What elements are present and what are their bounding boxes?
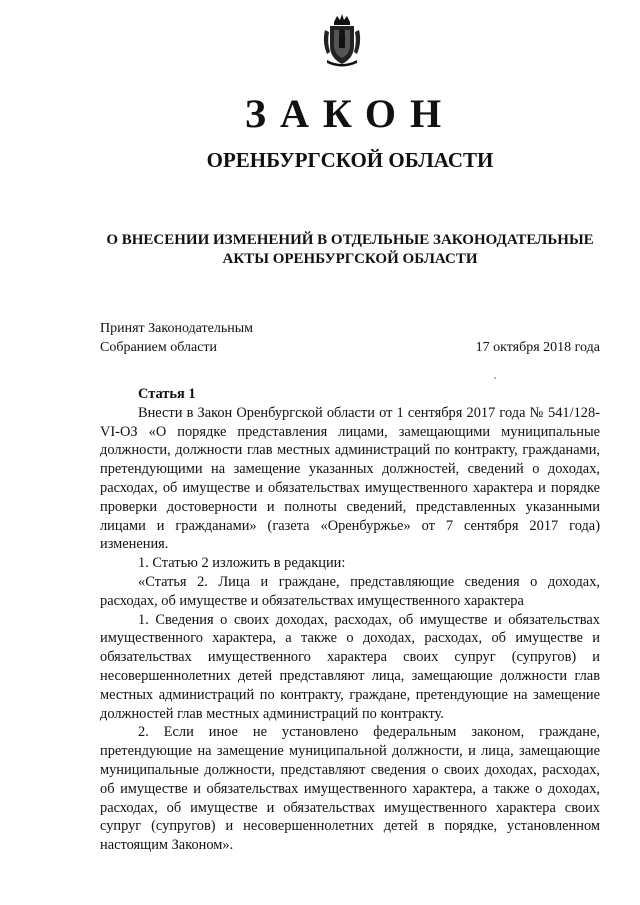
article-intro: Внести в Закон Оренбургской области от 1 сентября 2017 года № 541/128-VI-ОЗ «О порядке представления лицами, замещающими муниципальные должности, должности глав местных администраций по контракту, гражданами, претендующими на замещение указанных должностей, сведений о доходах, расходах, об имуществе и обязательствах имущественного характера и порядке проверки достоверности и полноты сведений, представленных указанными лицами и гражданами» (газета «Оренбуржье» от 7 сентября 2017 года) изменения.	[100, 404, 600, 553]
article-body	[100, 385, 600, 855]
article-item-1: 1. Статью 2 изложить в редакции:	[138, 555, 346, 572]
scan-speck	[494, 377, 496, 379]
law-subject-line2: АКТЫ ОРЕНБУРГСКОЙ ОБЛАСТИ	[222, 251, 478, 267]
quoted-article-heading: «Статья 2. Лица и граждане, представляющие сведения о доходах, расходах, об имуществе и обязательствах имущественного характера	[100, 573, 600, 609]
coat-of-arms-icon	[321, 12, 363, 68]
law-subject-line1: О ВНЕСЕНИИ ИЗМЕНЕНИЙ В ОТДЕЛЬНЫЕ ЗАКОНОДАТЕЛЬНЫЕ	[106, 232, 594, 248]
law-subject	[100, 231, 600, 269]
adoption-line1: Принят Законодательным	[100, 321, 253, 336]
document-region: ОРЕНБУРГСКОЙ ОБЛАСТИ	[206, 148, 494, 172]
adoption-date: 17 октября 2018 года	[475, 340, 600, 355]
document-title: ЗАКОН	[244, 91, 456, 136]
adoption-line2: Собранием области	[100, 340, 218, 355]
adoption-info	[100, 319, 253, 357]
quoted-paragraph-1: 1. Сведения о своих доходах, расходах, об имуществе и обязательствах имущественного характера, а также о доходах, расходах, об имуществе и обязательствах имущественного характера своих супруг (супругов) и несовершеннолетних детей представляют лица, замещающие должности глав местных администраций по контракту, граждане, претендующие на замещение должностей глав местных администраций по контракту.	[100, 611, 600, 722]
article-heading: Статья 1	[138, 386, 196, 402]
quoted-paragraph-2: 2. Если иное не установлено федеральным законом, граждане, претендующие на замещение муниципальной должности, и лица, замещающие муниципальные должности, представляют сведения о своих доходах, расходах, об имуществе и обязательствах имущественного характера, а также о доходах, расходах, об имуществе и обязательствах имущественного характера своих супруг (супругов) и несовершеннолетних детей в порядке, установленном настоящим Законом».	[100, 724, 600, 854]
